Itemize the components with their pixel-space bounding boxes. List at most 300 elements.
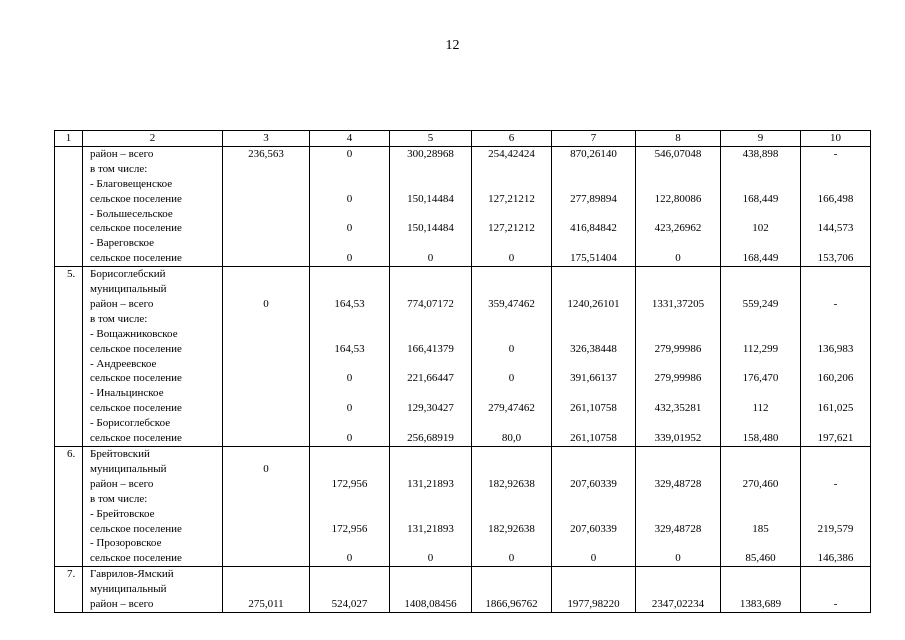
value-cell bbox=[636, 236, 721, 251]
value-cell bbox=[801, 416, 871, 431]
value-cell bbox=[552, 416, 636, 431]
column-header-8: 8 bbox=[636, 131, 721, 147]
row-index-cell bbox=[55, 146, 83, 161]
table-row bbox=[55, 386, 871, 401]
table-row bbox=[55, 416, 871, 431]
value-cell bbox=[636, 386, 721, 401]
table-row bbox=[55, 507, 871, 522]
value-cell: 0 bbox=[636, 251, 721, 266]
value-cell bbox=[390, 177, 472, 192]
value-cell: 391,66137 bbox=[552, 371, 636, 386]
value-cell bbox=[310, 492, 390, 507]
value-cell bbox=[552, 492, 636, 507]
value-cell: 0 bbox=[310, 401, 390, 416]
value-cell: 261,10758 bbox=[552, 401, 636, 416]
value-cell: 0 bbox=[310, 146, 390, 161]
value-cell bbox=[472, 386, 552, 401]
row-name-cell: сельское поселение bbox=[83, 192, 223, 207]
value-cell: 85,460 bbox=[721, 551, 801, 566]
row-index-cell bbox=[55, 221, 83, 236]
value-cell bbox=[472, 447, 552, 462]
table-row bbox=[55, 297, 871, 312]
row-index-cell bbox=[55, 386, 83, 401]
value-cell: 774,07172 bbox=[390, 297, 472, 312]
value-cell: 432,35281 bbox=[636, 401, 721, 416]
value-cell: 546,07048 bbox=[636, 146, 721, 161]
value-cell: 0 bbox=[390, 551, 472, 566]
row-name-cell: - Прозоровское bbox=[83, 536, 223, 551]
value-cell: 161,025 bbox=[801, 401, 871, 416]
row-index-cell bbox=[55, 192, 83, 207]
value-cell bbox=[390, 357, 472, 372]
column-header-5: 5 bbox=[390, 131, 472, 147]
value-cell: 122,80086 bbox=[636, 192, 721, 207]
value-cell bbox=[310, 282, 390, 297]
value-cell: 150,14484 bbox=[390, 192, 472, 207]
value-cell bbox=[801, 386, 871, 401]
value-cell bbox=[721, 582, 801, 597]
value-cell: 164,53 bbox=[310, 297, 390, 312]
value-cell bbox=[721, 447, 801, 462]
value-cell bbox=[801, 267, 871, 282]
value-cell: 423,26962 bbox=[636, 221, 721, 236]
row-index-cell bbox=[55, 462, 83, 477]
value-cell bbox=[552, 282, 636, 297]
row-name-cell: - Борисоглебское bbox=[83, 416, 223, 431]
row-index-cell bbox=[55, 597, 83, 612]
value-cell: 1331,37205 bbox=[636, 297, 721, 312]
value-cell bbox=[472, 416, 552, 431]
table-row bbox=[55, 597, 871, 612]
value-cell: 164,53 bbox=[310, 342, 390, 357]
row-index-cell bbox=[55, 416, 83, 431]
value-cell: 182,92638 bbox=[472, 477, 552, 492]
value-cell: 166,41379 bbox=[390, 342, 472, 357]
value-cell: 112,299 bbox=[721, 342, 801, 357]
value-cell bbox=[552, 177, 636, 192]
value-cell bbox=[223, 401, 310, 416]
value-cell bbox=[223, 282, 310, 297]
row-index-cell bbox=[55, 401, 83, 416]
value-cell bbox=[472, 492, 552, 507]
row-index-cell bbox=[55, 282, 83, 297]
table-row bbox=[55, 221, 871, 236]
value-cell: 0 bbox=[472, 551, 552, 566]
value-cell bbox=[552, 567, 636, 582]
value-cell bbox=[721, 357, 801, 372]
value-cell bbox=[390, 536, 472, 551]
value-cell bbox=[721, 507, 801, 522]
column-header-3: 3 bbox=[223, 131, 310, 147]
value-cell: 0 bbox=[472, 251, 552, 266]
value-cell: - bbox=[801, 297, 871, 312]
table-row bbox=[55, 236, 871, 251]
row-name-cell: - Инальцинское bbox=[83, 386, 223, 401]
value-cell bbox=[636, 536, 721, 551]
value-cell bbox=[390, 462, 472, 477]
row-index-cell bbox=[55, 236, 83, 251]
value-cell bbox=[552, 236, 636, 251]
value-cell bbox=[801, 236, 871, 251]
row-name-cell: муниципальный bbox=[83, 462, 223, 477]
value-cell bbox=[721, 492, 801, 507]
table-body bbox=[55, 146, 871, 612]
value-cell bbox=[801, 492, 871, 507]
value-cell: 129,30427 bbox=[390, 401, 472, 416]
value-cell bbox=[223, 267, 310, 282]
row-index-cell: 5. bbox=[55, 267, 83, 282]
table-row bbox=[55, 401, 871, 416]
value-cell bbox=[636, 282, 721, 297]
row-name-cell: сельское поселение bbox=[83, 371, 223, 386]
value-cell: 168,449 bbox=[721, 251, 801, 266]
value-cell bbox=[310, 536, 390, 551]
value-cell bbox=[223, 162, 310, 177]
column-header-2: 2 bbox=[83, 131, 223, 147]
value-cell bbox=[310, 177, 390, 192]
value-cell bbox=[390, 567, 472, 582]
value-cell bbox=[472, 236, 552, 251]
value-cell: 80,0 bbox=[472, 431, 552, 446]
row-name-cell: муниципальный bbox=[83, 582, 223, 597]
column-header-9: 9 bbox=[721, 131, 801, 147]
value-cell bbox=[472, 536, 552, 551]
value-cell bbox=[636, 462, 721, 477]
value-cell: 2347,02234 bbox=[636, 597, 721, 612]
page-number: 12 bbox=[445, 38, 460, 53]
value-cell bbox=[721, 416, 801, 431]
value-cell: 131,21893 bbox=[390, 522, 472, 537]
value-cell bbox=[223, 447, 310, 462]
value-cell bbox=[552, 386, 636, 401]
value-cell bbox=[721, 282, 801, 297]
value-cell: 279,47462 bbox=[472, 401, 552, 416]
row-name-cell: в том числе: bbox=[83, 162, 223, 177]
row-name-cell: сельское поселение bbox=[83, 342, 223, 357]
value-cell bbox=[223, 492, 310, 507]
value-cell: 144,573 bbox=[801, 221, 871, 236]
value-cell bbox=[310, 447, 390, 462]
value-cell: 277,89894 bbox=[552, 192, 636, 207]
value-cell: 1977,98220 bbox=[552, 597, 636, 612]
table-row bbox=[55, 251, 871, 266]
row-index-cell bbox=[55, 492, 83, 507]
data-table bbox=[54, 130, 871, 613]
value-cell bbox=[636, 492, 721, 507]
value-cell bbox=[552, 447, 636, 462]
value-cell: 870,26140 bbox=[552, 146, 636, 161]
row-index-cell bbox=[55, 177, 83, 192]
value-cell bbox=[390, 492, 472, 507]
row-name-cell: район – всего bbox=[83, 297, 223, 312]
value-cell bbox=[801, 177, 871, 192]
value-cell bbox=[472, 327, 552, 342]
table-row bbox=[55, 146, 871, 161]
value-cell bbox=[801, 357, 871, 372]
value-cell bbox=[552, 327, 636, 342]
value-cell: 0 bbox=[310, 251, 390, 266]
value-cell bbox=[552, 267, 636, 282]
row-name-cell: сельское поселение bbox=[83, 401, 223, 416]
table-header-row bbox=[55, 131, 871, 147]
value-cell: 150,14484 bbox=[390, 221, 472, 236]
value-cell bbox=[721, 462, 801, 477]
row-index-cell bbox=[55, 251, 83, 266]
row-index-cell: 6. bbox=[55, 447, 83, 462]
table-row bbox=[55, 371, 871, 386]
value-cell: 279,99986 bbox=[636, 371, 721, 386]
row-name-cell: район – всего bbox=[83, 597, 223, 612]
row-index-cell bbox=[55, 431, 83, 446]
row-index-cell bbox=[55, 536, 83, 551]
value-cell: 166,498 bbox=[801, 192, 871, 207]
value-cell bbox=[223, 357, 310, 372]
value-cell bbox=[310, 207, 390, 222]
value-cell: 254,42424 bbox=[472, 146, 552, 161]
row-name-cell: - Благовещенское bbox=[83, 177, 223, 192]
value-cell: 158,480 bbox=[721, 431, 801, 446]
value-cell: 416,84842 bbox=[552, 221, 636, 236]
row-name-cell: Гаврилов-Ямский bbox=[83, 567, 223, 582]
value-cell bbox=[552, 207, 636, 222]
value-cell: 0 bbox=[390, 251, 472, 266]
value-cell: 275,011 bbox=[223, 597, 310, 612]
value-cell: 0 bbox=[472, 342, 552, 357]
row-name-cell: сельское поселение bbox=[83, 522, 223, 537]
value-cell bbox=[801, 507, 871, 522]
value-cell bbox=[472, 162, 552, 177]
value-cell bbox=[223, 551, 310, 566]
row-index-cell bbox=[55, 207, 83, 222]
value-cell: 438,898 bbox=[721, 146, 801, 161]
value-cell bbox=[223, 522, 310, 537]
value-cell bbox=[310, 507, 390, 522]
value-cell bbox=[721, 207, 801, 222]
value-cell bbox=[472, 177, 552, 192]
value-cell: 0 bbox=[552, 551, 636, 566]
value-cell: 0 bbox=[223, 462, 310, 477]
value-cell bbox=[801, 536, 871, 551]
table-row bbox=[55, 162, 871, 177]
column-header-10: 10 bbox=[801, 131, 871, 147]
row-name-cell: - Брейтовское bbox=[83, 507, 223, 522]
value-cell bbox=[721, 386, 801, 401]
value-cell bbox=[223, 386, 310, 401]
row-name-cell: сельское поселение bbox=[83, 431, 223, 446]
value-cell: 182,92638 bbox=[472, 522, 552, 537]
value-cell bbox=[801, 312, 871, 327]
table-row bbox=[55, 431, 871, 446]
value-cell bbox=[310, 236, 390, 251]
table-row bbox=[55, 342, 871, 357]
table-row bbox=[55, 267, 871, 282]
value-cell bbox=[721, 312, 801, 327]
value-cell: 0 bbox=[472, 371, 552, 386]
table-row bbox=[55, 522, 871, 537]
value-cell bbox=[390, 282, 472, 297]
value-cell bbox=[472, 507, 552, 522]
value-cell bbox=[223, 192, 310, 207]
value-cell bbox=[552, 507, 636, 522]
table-row bbox=[55, 447, 871, 462]
row-name-cell: - Андреевское bbox=[83, 357, 223, 372]
value-cell bbox=[472, 567, 552, 582]
value-cell bbox=[636, 582, 721, 597]
value-cell bbox=[310, 267, 390, 282]
row-name-cell: - Вареговское bbox=[83, 236, 223, 251]
value-cell bbox=[801, 327, 871, 342]
value-cell: 175,51404 bbox=[552, 251, 636, 266]
value-cell: 127,21212 bbox=[472, 221, 552, 236]
value-cell bbox=[552, 462, 636, 477]
value-cell bbox=[636, 207, 721, 222]
value-cell bbox=[223, 207, 310, 222]
value-cell: 172,956 bbox=[310, 522, 390, 537]
value-cell bbox=[223, 371, 310, 386]
value-cell: 127,21212 bbox=[472, 192, 552, 207]
value-cell bbox=[636, 177, 721, 192]
value-cell: 329,48728 bbox=[636, 477, 721, 492]
value-cell: 0 bbox=[636, 551, 721, 566]
value-cell: 339,01952 bbox=[636, 431, 721, 446]
value-cell bbox=[721, 162, 801, 177]
value-cell: 112 bbox=[721, 401, 801, 416]
value-cell: 207,60339 bbox=[552, 522, 636, 537]
column-header-1: 1 bbox=[55, 131, 83, 147]
value-cell bbox=[223, 251, 310, 266]
value-cell: 300,28968 bbox=[390, 146, 472, 161]
row-name-cell: в том числе: bbox=[83, 492, 223, 507]
value-cell: 256,68919 bbox=[390, 431, 472, 446]
value-cell: 197,621 bbox=[801, 431, 871, 446]
value-cell bbox=[472, 462, 552, 477]
value-cell bbox=[390, 267, 472, 282]
value-cell: 176,470 bbox=[721, 371, 801, 386]
value-cell bbox=[472, 267, 552, 282]
value-cell: 559,249 bbox=[721, 297, 801, 312]
value-cell: 0 bbox=[223, 297, 310, 312]
value-cell bbox=[223, 431, 310, 446]
row-index-cell: 7. bbox=[55, 567, 83, 582]
value-cell bbox=[721, 236, 801, 251]
value-cell: 136,983 bbox=[801, 342, 871, 357]
value-cell bbox=[801, 162, 871, 177]
value-cell: 131,21893 bbox=[390, 477, 472, 492]
value-cell: 172,956 bbox=[310, 477, 390, 492]
value-cell bbox=[801, 582, 871, 597]
value-cell: 524,027 bbox=[310, 597, 390, 612]
value-cell bbox=[223, 221, 310, 236]
value-cell bbox=[390, 327, 472, 342]
value-cell bbox=[472, 582, 552, 597]
value-cell bbox=[472, 312, 552, 327]
value-cell bbox=[552, 162, 636, 177]
value-cell: 168,449 bbox=[721, 192, 801, 207]
row-name-cell: сельское поселение bbox=[83, 221, 223, 236]
table-row bbox=[55, 492, 871, 507]
value-cell bbox=[390, 207, 472, 222]
value-cell bbox=[223, 177, 310, 192]
value-cell bbox=[223, 236, 310, 251]
value-cell bbox=[223, 582, 310, 597]
value-cell bbox=[310, 327, 390, 342]
value-cell bbox=[223, 416, 310, 431]
value-cell bbox=[472, 357, 552, 372]
table-row bbox=[55, 177, 871, 192]
value-cell bbox=[223, 312, 310, 327]
row-name-cell: сельское поселение bbox=[83, 251, 223, 266]
value-cell: - bbox=[801, 477, 871, 492]
value-cell: 160,206 bbox=[801, 371, 871, 386]
value-cell bbox=[223, 327, 310, 342]
value-cell: 0 bbox=[310, 371, 390, 386]
row-name-cell: в том числе: bbox=[83, 312, 223, 327]
value-cell bbox=[721, 567, 801, 582]
value-cell: 279,99986 bbox=[636, 342, 721, 357]
value-cell bbox=[636, 162, 721, 177]
value-cell: - bbox=[801, 597, 871, 612]
value-cell: 0 bbox=[310, 192, 390, 207]
value-cell: 359,47462 bbox=[472, 297, 552, 312]
row-index-cell bbox=[55, 327, 83, 342]
table-row bbox=[55, 357, 871, 372]
row-index-cell bbox=[55, 522, 83, 537]
value-cell bbox=[310, 312, 390, 327]
value-cell bbox=[390, 386, 472, 401]
value-cell bbox=[390, 507, 472, 522]
value-cell bbox=[310, 462, 390, 477]
value-cell: 0 bbox=[310, 551, 390, 566]
value-cell bbox=[636, 507, 721, 522]
table-row bbox=[55, 582, 871, 597]
value-cell: 1408,08456 bbox=[390, 597, 472, 612]
value-cell bbox=[552, 582, 636, 597]
table-row bbox=[55, 207, 871, 222]
value-cell bbox=[223, 507, 310, 522]
value-cell bbox=[223, 567, 310, 582]
column-header-7: 7 bbox=[552, 131, 636, 147]
value-cell bbox=[636, 327, 721, 342]
value-cell bbox=[390, 416, 472, 431]
value-cell bbox=[801, 282, 871, 297]
value-cell: 236,563 bbox=[223, 146, 310, 161]
value-cell bbox=[552, 536, 636, 551]
row-name-cell: сельское поселение bbox=[83, 551, 223, 566]
value-cell bbox=[310, 162, 390, 177]
value-cell: 102 bbox=[721, 221, 801, 236]
value-cell: 153,706 bbox=[801, 251, 871, 266]
row-index-cell bbox=[55, 507, 83, 522]
value-cell: 207,60339 bbox=[552, 477, 636, 492]
value-cell bbox=[636, 312, 721, 327]
value-cell bbox=[721, 177, 801, 192]
row-index-cell bbox=[55, 582, 83, 597]
value-cell: 0 bbox=[310, 431, 390, 446]
value-cell bbox=[310, 582, 390, 597]
value-cell bbox=[223, 536, 310, 551]
value-cell bbox=[801, 447, 871, 462]
value-cell bbox=[801, 462, 871, 477]
table-row bbox=[55, 536, 871, 551]
row-index-cell bbox=[55, 357, 83, 372]
column-header-4: 4 bbox=[310, 131, 390, 147]
value-cell bbox=[223, 477, 310, 492]
value-cell bbox=[310, 416, 390, 431]
value-cell: 185 bbox=[721, 522, 801, 537]
row-index-cell bbox=[55, 162, 83, 177]
row-name-cell: район – всего bbox=[83, 146, 223, 161]
row-index-cell bbox=[55, 297, 83, 312]
